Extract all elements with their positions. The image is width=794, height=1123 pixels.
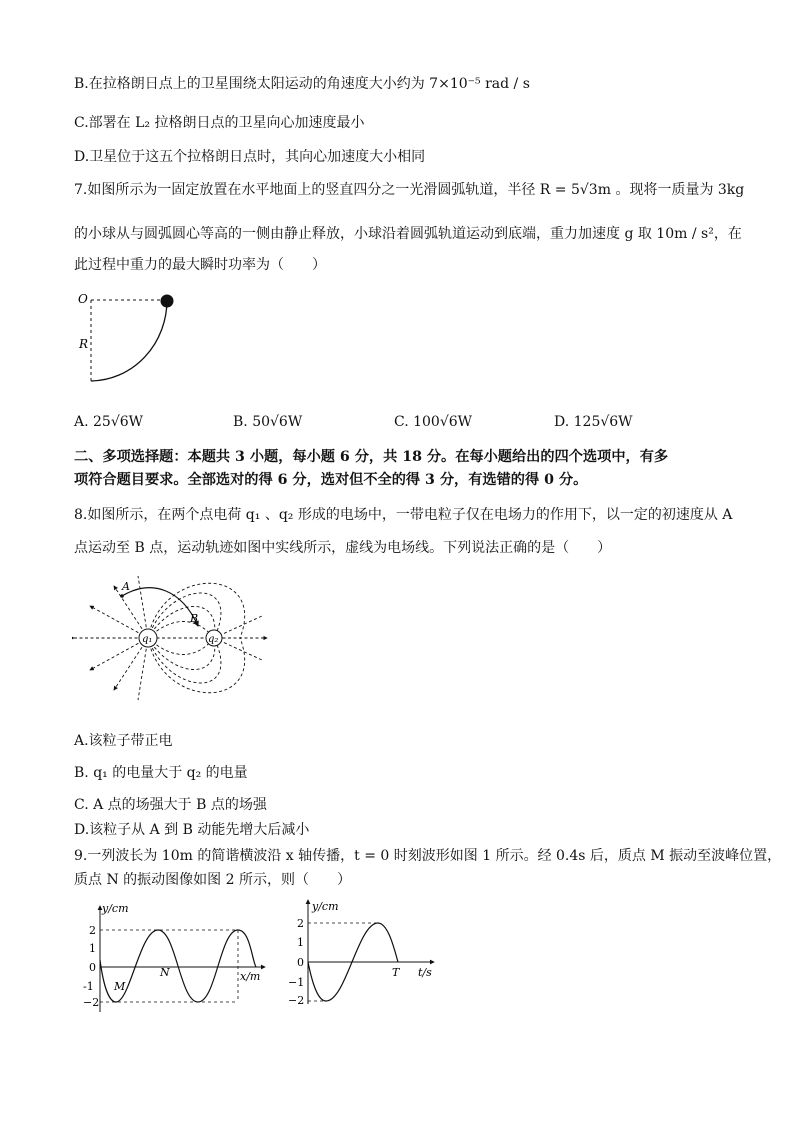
q7-stem-line-2: 的小球从与圆弧圆心等高的一侧由静止释放，小球沿着圆弧轨道运动到底端，重力加速度 g 取 10m / s²，在 [74, 226, 742, 242]
q8-stem-line-1: 8.如图所示，在两个点电荷 q₁ 、q₂ 形成的电场中，一带电粒子仅在电场力的作用下，以一定的初速度从 A [74, 507, 733, 523]
q9-stem-line-1: 9.一列波长为 10m 的简谐横波沿 x 轴传播，t = 0 时刻波形如图 1 所示。经 0.4s 后，质点 M 振动至波峰位置， [74, 848, 782, 864]
center-label-o: O [78, 292, 88, 306]
q7-stem-line-1: 7.如图所示为一固定放置在水平地面上的竖直四分之一光滑圆弧轨道，半径 R = 5√3m 。现将一质量为 3kg [74, 182, 745, 198]
tick-1: 1 [89, 942, 96, 955]
q9-figure-2-vibration-graph [284, 896, 444, 1008]
ball [161, 295, 174, 308]
point-a-label: A [122, 580, 130, 593]
q7-stem-line-3: 此过程中重力的最大瞬时功率为（ ） [74, 257, 326, 273]
tick-minus-2: −2 [83, 996, 100, 1009]
q7-option-b: B. 50√6W [233, 414, 303, 430]
q8-electric-field-diagram [72, 572, 272, 712]
point-n-label: N [160, 966, 170, 979]
q6-option-c: C.部署在 L₂ 拉格朗日点的卫星向心加速度最小 [74, 115, 365, 131]
t-axis-label: t/s [418, 966, 432, 979]
q8-option-b: B. q₁ 的电量大于 q₂ 的电量 [74, 765, 248, 781]
q7-option-c: C. 100√6W [394, 414, 473, 430]
charge-q1-label: q₁ [142, 634, 153, 645]
q6-option-d: D.卫星位于这五个拉格朗日点时，其向心加速度大小相同 [74, 149, 426, 165]
q8-option-c: C. A 点的场强大于 B 点的场强 [74, 797, 267, 813]
q7-option-a: A. 25√6W [74, 414, 144, 430]
radius-label-r: R [79, 337, 89, 351]
point-a [120, 594, 124, 598]
x-axis-label: x/m [240, 970, 261, 983]
charge-q2-label: q₂ [208, 634, 219, 645]
period-label-t: T [392, 966, 400, 979]
q6-option-b: B.在拉格朗日点上的卫星围绕太阳运动的角速度大小约为 7×10⁻⁵ rad / s [74, 76, 530, 92]
field-lines [74, 576, 267, 700]
quarter-arc-track [91, 300, 167, 381]
q9-figure-1-waveform [80, 900, 270, 1018]
q8-stem-line-2: 点运动至 B 点，运动轨迹如图中实线所示，虚线为电场线。下列说法正确的是（ ） [74, 540, 612, 556]
q7-option-d: D. 125√6W [554, 414, 633, 430]
y-axis-label: y/cm [102, 902, 129, 915]
tick-0: 0 [297, 956, 304, 969]
section-2-heading-line-2: 项符合题目要求。全部选对的得 6 分，选对但不全的得 3 分，有选错的得 0 分。 [74, 472, 588, 488]
q7-arc-track-diagram [74, 286, 194, 396]
q9-stem-line-2: 质点 N 的振动图像如图 2 所示，则（ ） [74, 872, 351, 888]
tick-1: 1 [297, 936, 304, 949]
tick-minus-1: −1 [288, 976, 305, 989]
y-axis-label: y/cm [312, 900, 339, 913]
section-2-heading-line-1: 二、多项选择题：本题共 3 小题，每小题 6 分，共 18 分。在每小题给出的四个选项中，有多 [74, 449, 669, 465]
point-b-label: B [190, 612, 199, 625]
q8-option-d: D.该粒子从 A 到 B 动能先增大后减小 [74, 822, 310, 838]
tick-minus-2: −2 [288, 994, 305, 1007]
tick-0: 0 [89, 961, 96, 974]
q8-option-a: A.该粒子带正电 [74, 733, 173, 749]
tick-2: 2 [297, 917, 304, 930]
tick-minus-1: -1 [83, 980, 94, 993]
tick-2: 2 [89, 924, 96, 937]
particle-trajectory [122, 588, 198, 626]
point-m-label: M [114, 980, 126, 993]
